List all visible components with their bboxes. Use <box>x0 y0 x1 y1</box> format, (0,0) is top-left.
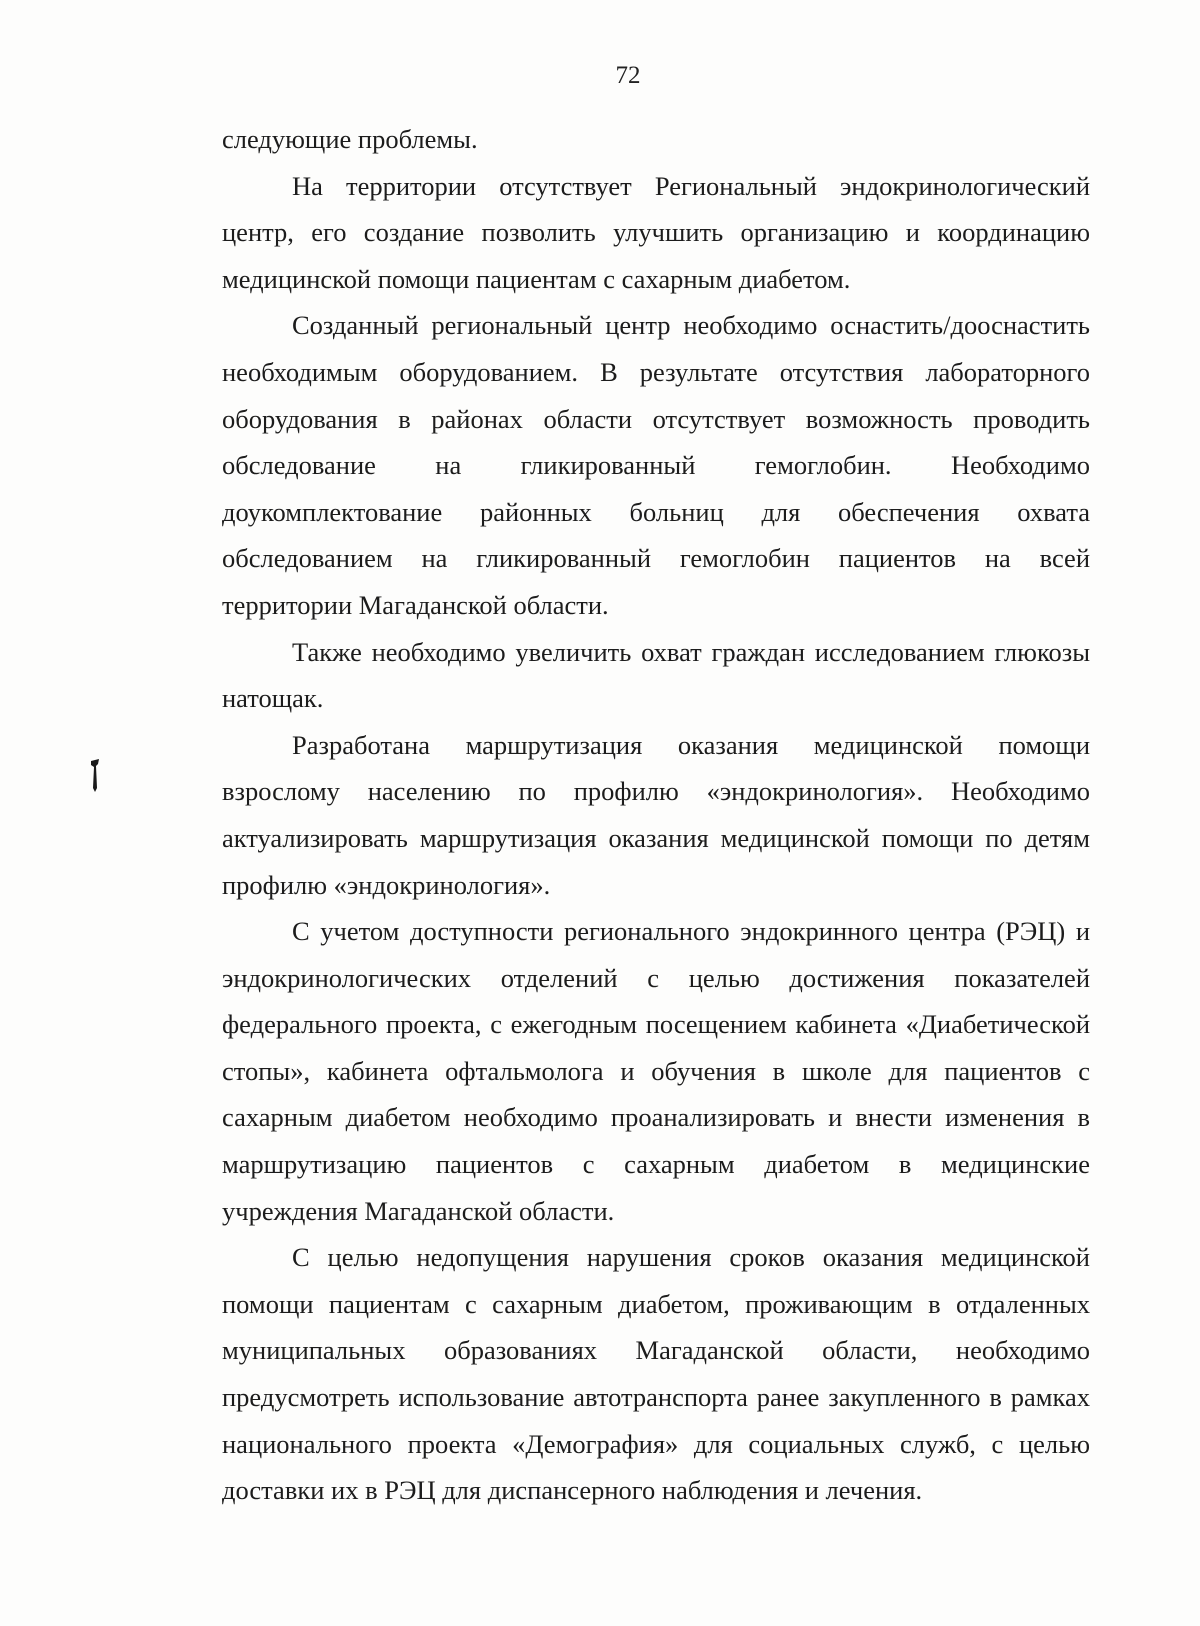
paragraph-rec-access: С учетом доступности регионального эндокринного центра (РЭЦ) и эндокринологических отделений с целью достижения показателей федерального проекта, с ежегодным посещением кабинета «Диабетической стопы», кабинета офтальмолога и обучения в школе для пациентов с сахарным диабетом необходимо проанализировать и внести изменения в маршрутизацию пациентов с сахарным диабетом в медицинские учреждения Магаданской области. <box>222 916 1090 1226</box>
scan-mark-icon <box>88 758 102 794</box>
paragraph-glucose: Также необходимо увеличить охват граждан исследованием глюкозы натощак. <box>222 636 1090 714</box>
paragraph-endocrine-center: На территории отсутствует Региональный эндокринологический центр, его создание позволить улучшить организацию и координацию медицинской помощи пациентам с сахарным диабетом. <box>222 170 1090 294</box>
paragraph-transport: С целью недопущения нарушения сроков оказания медицинской помощи пациентам с сахарным диабетом, проживающим в отдаленных муниципальных образованиях Магаданской области, необходимо предусмотреть использование автотранспорта ранее закупленного в рамках национального проекта «Демография» для социальных служб, с целью доставки их в РЭЦ для диспансерного наблюдения и лечения. <box>222 1242 1090 1506</box>
paragraph-routing: Разработана маршрутизация оказания медицинской помощи взрослому населению по профилю «эндокринология». Необходимо актуализировать маршрутизация оказания медицинской помощи по детям профилю «эндокринология». <box>222 729 1090 900</box>
paragraph-equipment: Созданный региональный центр необходимо оснастить/дооснастить необходимым оборудованием. В результате отсутствия лабораторного оборудования в районах области отсутствует возможность проводить обследование на гликированный гемоглобин. Необходимо доукомплектование районных больниц для обеспечения охвата обследованием на гликированный гемоглобин пациентов на всей территории Магаданской области. <box>222 310 1090 620</box>
paragraph-continuation: следующие проблемы. <box>222 124 478 154</box>
document-body <box>222 116 1090 1514</box>
page-number: 72 <box>615 62 641 89</box>
